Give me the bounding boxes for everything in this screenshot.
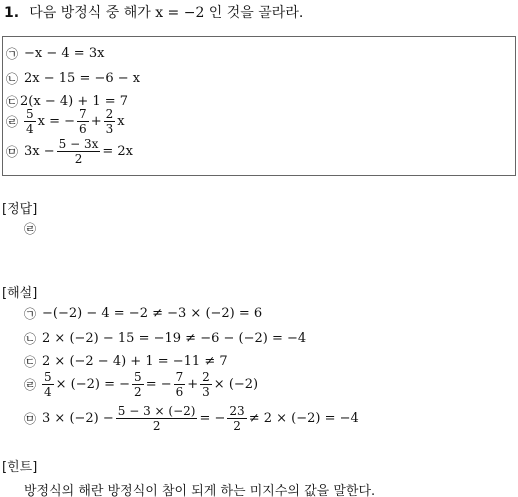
explanation-line-3 [24,353,228,370]
answer-heading: [정답] [2,202,38,217]
option-2-expr: 2x − 15 = −6 − x [24,71,141,86]
explanation-1-marker: ㉠ [24,307,37,321]
option-4-marker: ㉣ [6,115,19,129]
explanation-4-text-b: = − [145,377,172,392]
explanation-line-4 [24,371,258,398]
explanation-5-text-c: ≠ 2 × (−2) = −4 [248,411,359,426]
option-4-frac-3: $\frac{2}{3}$ [105,107,114,136]
explanation-heading: [해설] [2,286,38,301]
option-4-frac-1: $\frac{5}{4}$ [26,107,34,136]
option-5-text-a: 3x − [24,144,55,159]
explanation-1-expr: −(−2) − 4 = −2 ≠ −3 × (−2) = 6 [42,306,263,321]
explanation-4-marker: ㉣ [24,378,37,392]
option-3-marker: ㉢ [6,95,19,109]
explanation-2-marker: ㉡ [24,332,37,346]
answer-value: ㉣ [24,222,37,236]
explanation-3-expr: 2 × (−2 − 4) + 1 = −11 ≠ 7 [42,354,228,369]
explanation-4-frac-4: $\frac{2}{3}$ [202,370,210,399]
explanation-4-frac-2: $\frac{5}{2}$ [134,370,142,399]
explanation-4-frac-3: $\frac{7}{6}$ [175,370,184,399]
option-5-frac: $\frac{5 - 3x}{2}$ [58,137,99,166]
explanation-line-5 [24,405,359,432]
explanation-4-text-d: × (−2) [213,377,259,392]
option-3-expr: 2(x − 4) + 1 = 7 [20,94,129,109]
hint-text: 방정식의 해란 방정식이 참이 되게 하는 미지수의 값을 말한다. [24,484,376,497]
explanation-5-frac-2: $\frac{23}{2}$ [229,404,245,433]
option-2-marker: ㉡ [6,72,19,86]
option-1-marker: ㉠ [6,47,19,61]
option-4-frac-2: $\frac{7}{6}$ [79,107,87,136]
question-line [4,2,303,22]
option-4 [6,108,125,135]
option-5-text-b: = 2x [102,144,134,159]
explanation-2-expr: 2 × (−2) − 15 = −19 ≠ −6 − (−2) = −4 [42,331,307,346]
question-text: 다음 방정식 중 해가 x = −2 인 것을 골라라. [29,5,304,21]
explanation-4-text-a: × (−2) = − [55,377,131,392]
explanation-4-frac-1: $\frac{5}{4}$ [44,370,52,399]
option-2 [6,70,140,87]
option-4-text-a: x = − [37,114,76,129]
question-number: 1. [4,5,20,21]
explanation-4-text-c: + [187,377,199,392]
explanation-5-text-b: = − [199,411,226,426]
explanation-5-frac-1: $\frac{5 - 3 \times (-2)}{2}$ [117,404,196,433]
explanation-line-2 [24,330,306,347]
option-5-marker: ㉤ [6,145,19,159]
option-5 [6,138,133,165]
option-4-text-c: x [117,114,125,129]
explanation-line-1 [24,305,262,322]
explanation-5-marker: ㉤ [24,412,37,426]
explanation-5-text-a: 3 × (−2) − [42,411,114,426]
option-1 [6,45,104,62]
option-1-expr: −x − 4 = 3x [24,46,105,61]
hint-heading: [힌트] [2,460,38,475]
option-4-text-b: + [90,114,102,129]
explanation-3-marker: ㉢ [24,355,37,369]
